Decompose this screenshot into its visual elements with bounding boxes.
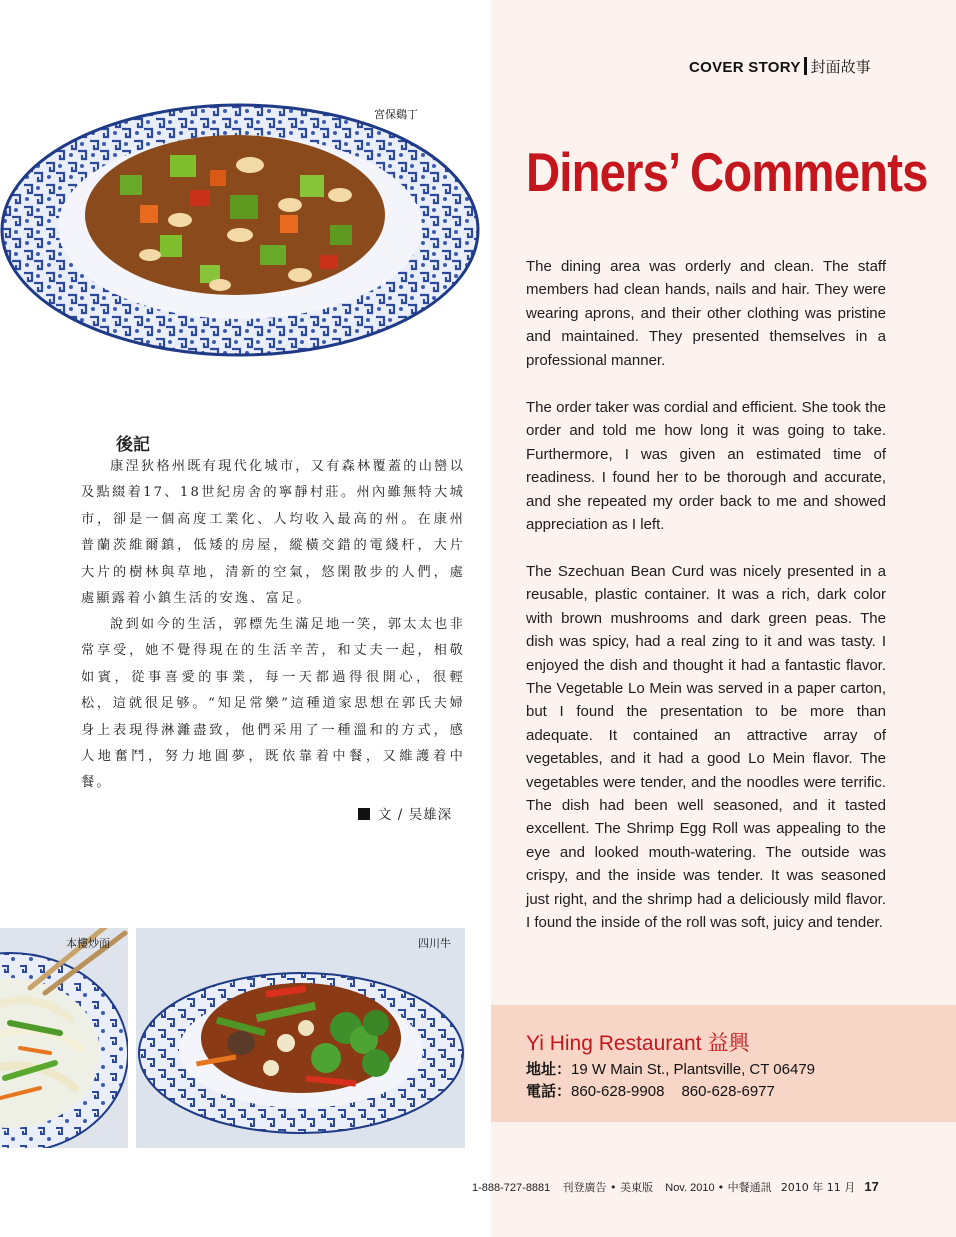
kung-pao-chicken-photo bbox=[0, 95, 490, 360]
restaurant-name-zh: 益興 bbox=[707, 1031, 750, 1055]
address-label: 地址： bbox=[526, 1060, 572, 1078]
comment-paragraph-1: The dining area was orderly and clean. The staff members had clean hands, nails and hair. They were wearing aprons, and their other clothing was pristine and maintained. They presented themselves in a professional manner. bbox=[526, 258, 886, 369]
byline-square-icon bbox=[358, 808, 370, 820]
lo-mein-photo bbox=[0, 928, 128, 1148]
comment-paragraph-2: The order taker was cordial and efficient. She took the order and told me how long it was going to take. Furthermore, I was given an estimated time of readiness. I found her to be thorough and accurate, and she repeated my order back to me and showed appreciation as I left. bbox=[526, 399, 886, 534]
afterword-paragraph-2: 說到如今的生活，郭標先生滿足地一笑，郭太太也非常享受，她不覺得現在的生活辛苦，和丈夫一起，相敬如賓，從事喜愛的事業，每一天都過得很開心，很輕松，這就很足够。“知足常樂”這種道家思想在郭氏夫婦身上表現得淋灕盡致，他們采用了一種溫和的方式，感人地奮鬥，努力地圓夢，既依靠着中餐，又維護着中餐。 bbox=[81, 617, 465, 791]
restaurant-phone bbox=[526, 1080, 775, 1101]
afterword-paragraph-1: 康涅狄格州既有現代化城市，又有森林覆蓋的山巒以及點綴着17、18世紀房舍的寧靜村莊。州內雖無特大城市，卻是一個高度工業化、人均收入最高的州。在康州普蘭茨維爾鎮，低矮的房屋，縱橫交錯的電綫杆，大片大片的樹林與草地，清新的空氣，悠閑散步的人們，處處顯露着小鎮生活的安逸、富足。 bbox=[81, 459, 465, 607]
section-divider bbox=[804, 57, 807, 75]
byline-text: 文 / 吴雄深 bbox=[378, 807, 453, 823]
address-value: 19 W Main St., Plantsville, CT 06479 bbox=[571, 1061, 816, 1078]
afterword-title: 後記 bbox=[116, 435, 150, 455]
page-footer bbox=[472, 1179, 879, 1195]
restaurant-name-en: Yi Hing Restaurant bbox=[526, 1032, 702, 1055]
phone-2: 860-628-6977 bbox=[681, 1083, 775, 1100]
phone-1: 860-628-9908 bbox=[571, 1083, 665, 1100]
page-number: 17 bbox=[864, 1179, 879, 1194]
comment-paragraph-3: The Szechuan Bean Curd was nicely presented in a reusable, plastic container. It was a rich, dark color with brown mushrooms and dark green peas. The dish was spicy, had a real zing to it and was tasty. I enjoyed the dish and thought it had a fantastic flavor. The Vegetable Lo Mein was served in a paper carton, but I found the presentation to be more than adequate. It contained an attractive array of vegetables, and it had a good Lo Mein flavor. The vegetables were tender, and the noodles were terrific. The dish had been well seasoned, and it tasted excellent. The Shrimp Egg Roll was appealing to the eye and looked mouth-watering. The outside was crispy, and the inside was tender. It was seasoned just right, and the shrimp had a deliciously mild flavor. I found the inside of the roll was soft, juicy and tender. bbox=[526, 563, 886, 932]
restaurant-address bbox=[526, 1058, 815, 1079]
section-header bbox=[689, 56, 871, 77]
caption-top-dish: 宮保鷄丁 bbox=[374, 108, 418, 121]
byline bbox=[358, 803, 452, 823]
section-header-en: COVER STORY bbox=[689, 59, 801, 76]
restaurant-name bbox=[526, 1027, 749, 1057]
footer-phone: 1-888-727-8881 bbox=[472, 1182, 551, 1194]
phone-label: 電話： bbox=[526, 1082, 572, 1100]
footer-month: Nov. 2010 bbox=[665, 1182, 715, 1194]
caption-bottom-right-dish: 四川牛 bbox=[418, 937, 451, 950]
szechuan-beef-photo bbox=[136, 928, 465, 1148]
caption-bottom-left-dish: 本樓炒面 bbox=[66, 937, 110, 950]
footer-date-zh: 2010 年 11 月 bbox=[780, 1181, 856, 1194]
footer-publication: • 中餐通訊 bbox=[717, 1181, 772, 1194]
footer-ad-text: 刊登廣告 • 美東版 bbox=[562, 1181, 654, 1194]
page-title: Diners’ Comments bbox=[526, 141, 928, 203]
section-header-zh: 封面故事 bbox=[810, 58, 871, 76]
